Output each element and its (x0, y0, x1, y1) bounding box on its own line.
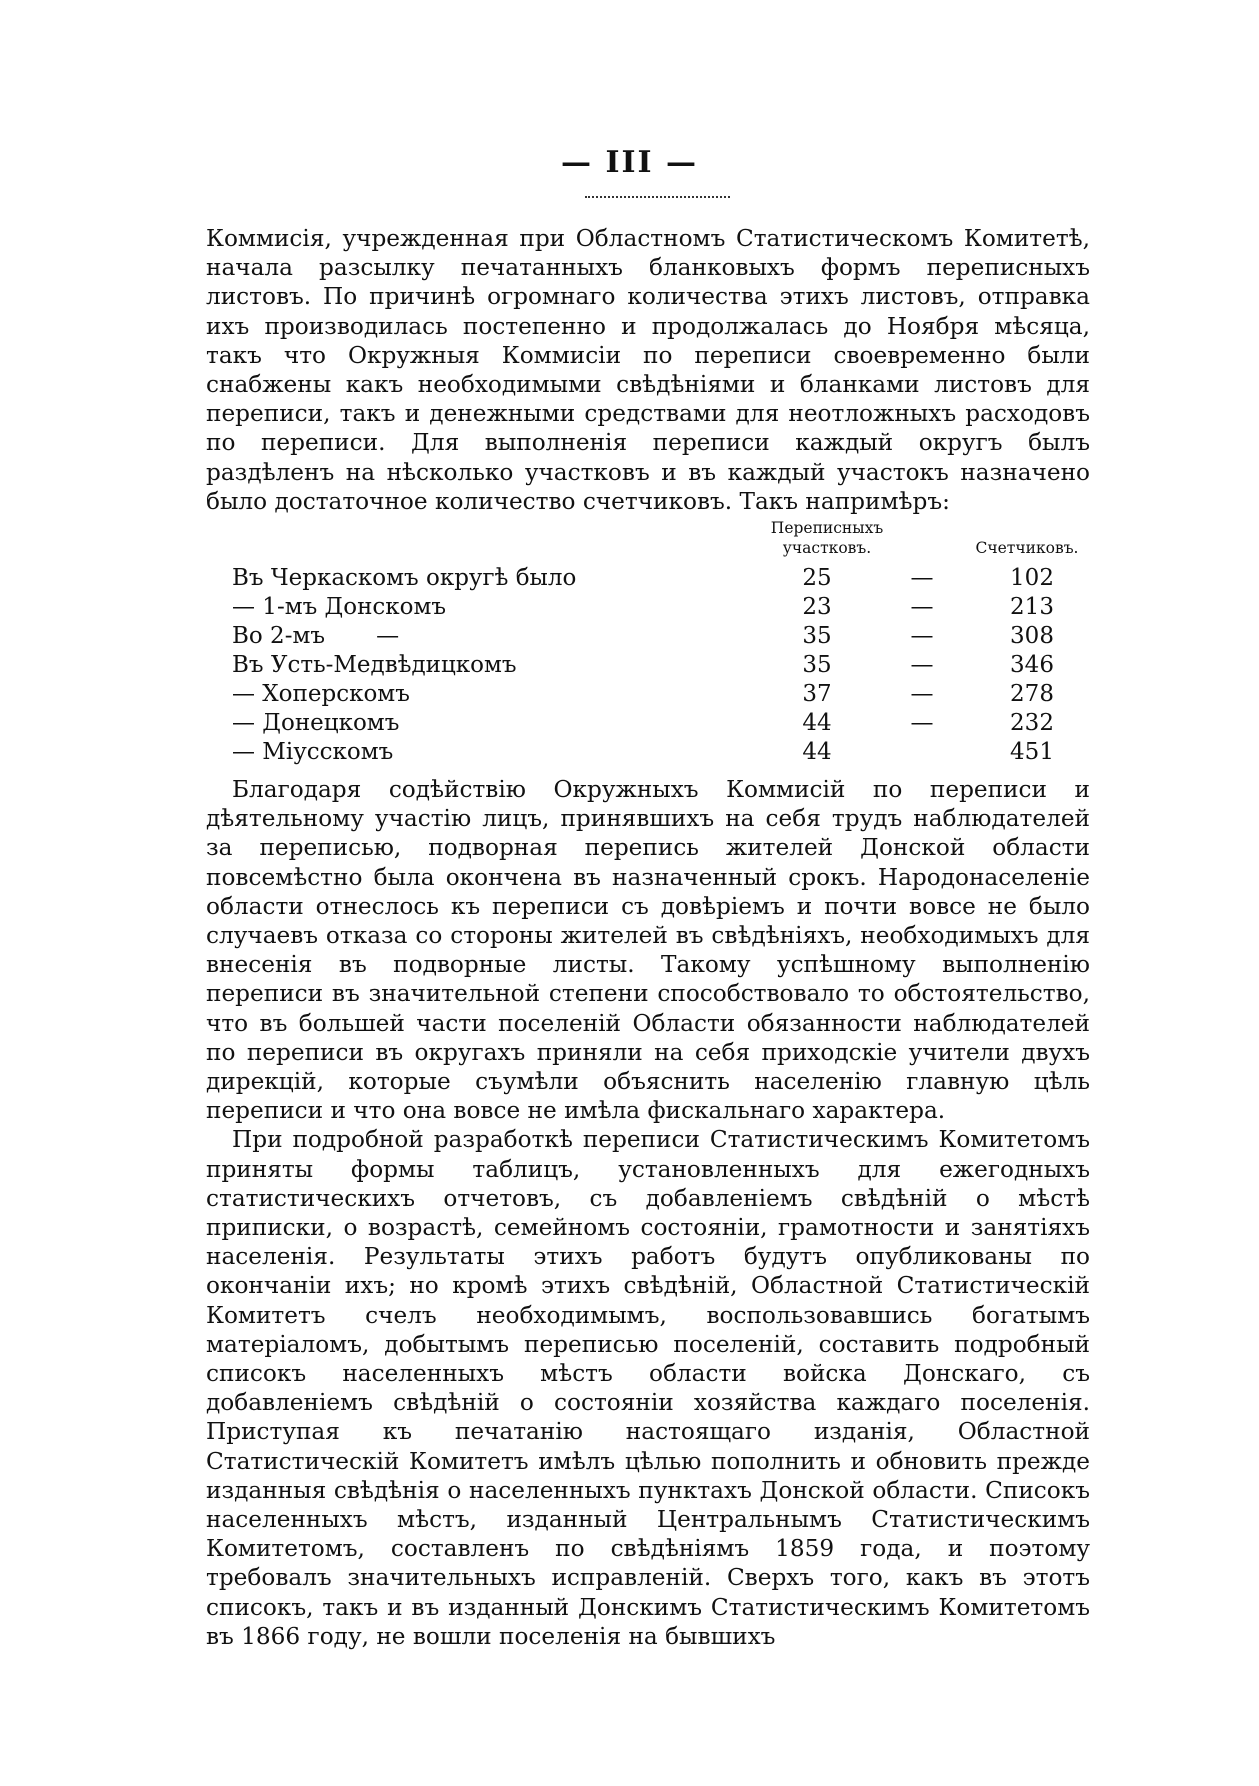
row-district-name: — Міусскомъ (232, 739, 394, 765)
row-districts-count: 35 (802, 652, 832, 678)
row-dash: — (910, 565, 934, 591)
row-districts-count: 37 (802, 681, 832, 707)
row-districts-count: 44 (802, 710, 832, 736)
row-district-name: — 1-мъ Донскомъ (232, 594, 447, 620)
row-district-name: Во 2-мъ — (232, 623, 400, 649)
row-districts-count: 44 (802, 739, 832, 765)
table-row (232, 593, 1092, 622)
table-row (232, 709, 1092, 738)
table-row (232, 651, 1092, 680)
row-counters-count: 346 (1010, 652, 1054, 678)
row-dash: — (910, 710, 934, 736)
row-counters-count: 102 (1010, 565, 1054, 591)
body-text (206, 775, 1090, 1651)
header-ornament (585, 196, 730, 204)
row-district-name: Въ Усть-Медвѣдицкомъ (232, 652, 517, 678)
row-districts-count: 35 (802, 623, 832, 649)
body-paragraph: При подробной разработкѣ переписи Статистическимъ Комитетомъ приняты формы таблицъ, установленныхъ для ежегодныхъ статистическихъ отчетовъ, съ добавленіемъ свѣдѣній о мѣстѣ приписки, о возрастѣ, семейномъ состояніи, грамотности и занятіяхъ населенія. Результаты этихъ работъ будутъ опубликованы по окончаніи ихъ; но кромѣ этихъ свѣдѣній, Областной Статистическій Комитетъ счелъ необходимымъ, воспользовавшись богатымъ матеріаломъ, добытымъ переписью поселеній, составить подробный списокъ населенныхъ мѣстъ области войска Донскаго, съ добавленіемъ свѣдѣній о состояніи хозяйства каждаго поселенія. Приступая къ печатанію настоящаго изданія, Областной Статистическій Комитетъ имѣлъ цѣлью пополнить и обновить прежде изданныя свѣдѣнія о населенныхъ пунктахъ Донской области. Списокъ населенныхъ мѣстъ, изданный Центральнымъ Статистическимъ Комитетомъ, составленъ по свѣдѣніямъ 1859 года, и поэтому требовалъ значительныхъ исправленій. Сверхъ того, какъ въ этотъ списокъ, такъ и въ изданный Донскимъ Статистическимъ Комитетомъ въ 1866 году, не вошли поселенія на бывшихъ (206, 1126, 1090, 1650)
body-paragraph: Благодаря содѣйствію Окружныхъ Коммисій по переписи и дѣятельному участію лицъ, принявшихъ на себя трудъ наблюдателей за переписью, подворная перепись жителей Донской области повсемѣстно была окончена въ назначенный срокъ. Народонаселеніе области отнеслось къ переписи съ довѣріемъ и почти вовсе не было случаевъ отказа со стороны жителей въ свѣдѣніяхъ, необходимыхъ для внесенія въ подворные листы. Такому успѣшному выполненію переписи въ значительной степени способствовало то обстоятельство, что въ большей части поселеній Области обязанности наблюдателей по переписи въ округахъ приняли на себя приходскіе учители двухъ дирекцій, которые съумѣли объяснить населенію главную цѣль переписи и что она вовсе не имѣла фискальнаго характера. (206, 776, 1090, 1125)
row-district-name: — Донецкомъ (232, 710, 400, 736)
row-district-name: Въ Черкаскомъ округѣ было (232, 565, 577, 591)
row-dash: — (910, 652, 934, 678)
row-dash: — (910, 623, 934, 649)
row-districts-count: 25 (802, 565, 832, 591)
intro-paragraph (206, 224, 1090, 516)
intro-paragraph-text: Коммисія, учрежденная при Областномъ Статистическомъ Комитетѣ, начала разсылку печатанныхъ бланковыхъ формъ переписныхъ листовъ. По причинѣ огромнаго количества этихъ листовъ, отправка ихъ производилась постепенно и продолжалась до Ноября мѣсяца, такъ что Окружныя Коммисіи по переписи своевременно были снабжены какъ необходимыми свѣдѣніями и бланками листовъ для переписи, такъ и денежными средствами для неотложныхъ расходовъ по переписи. Для выполненія переписи каждый округъ былъ раздѣленъ на нѣсколько участковъ и въ каждый участокъ назначено было достаточное количество счетчиковъ. Такъ напримѣръ: (206, 225, 1090, 515)
table-row (232, 564, 1092, 593)
row-counters-count: 213 (1010, 594, 1054, 620)
row-districts-count: 23 (802, 594, 832, 620)
row-counters-count: 278 (1010, 681, 1054, 707)
row-counters-count: 451 (1010, 739, 1054, 765)
column-header-districts: Переписныхъ участковъ. (770, 519, 884, 557)
column-header-counters: Счетчиковъ. (975, 539, 1079, 557)
row-dash: — (910, 594, 934, 620)
table-row (232, 738, 1092, 767)
row-counters-count: 308 (1010, 623, 1054, 649)
row-dash: — (910, 681, 934, 707)
table-row (232, 622, 1092, 651)
table-row (232, 680, 1092, 709)
page-number: — III — (561, 145, 698, 180)
row-district-name: — Хоперскомъ (232, 681, 410, 707)
row-counters-count: 232 (1010, 710, 1054, 736)
